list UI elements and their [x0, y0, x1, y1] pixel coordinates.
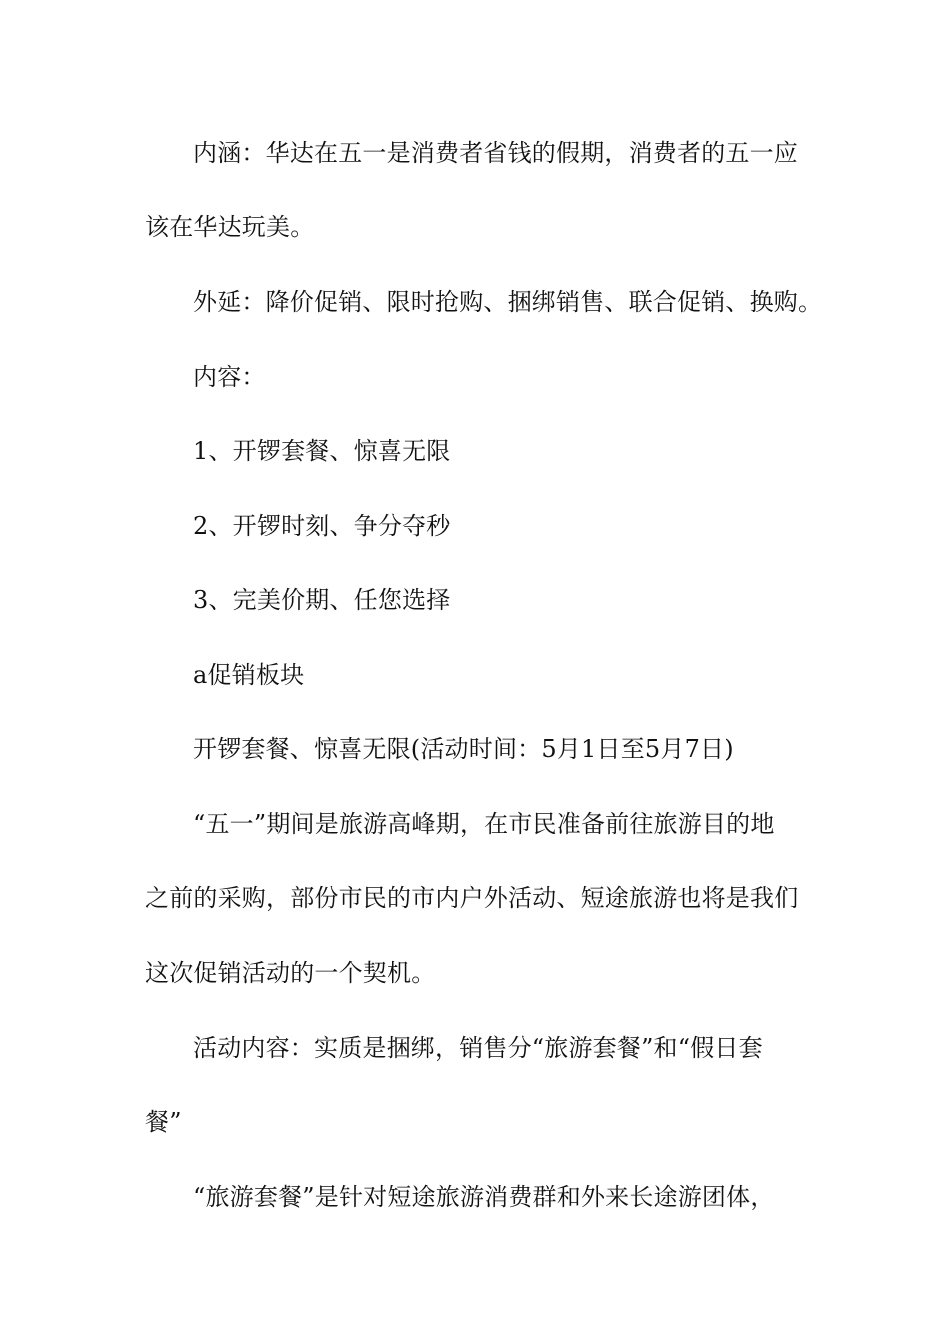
content-item-3: 3、完美价期、任您选择: [193, 586, 451, 614]
activity-title: 开锣套餐、惊喜无限(活动时间：5月1日至5月7日): [193, 735, 734, 763]
content-item-1: 1、开锣套餐、惊喜无限: [193, 437, 451, 465]
paragraph-travel-package-line-1: “旅游套餐”是针对短途旅游消费群和外来长途游团体，: [193, 1183, 775, 1211]
paragraph-connotation-line-1: 内涵：华达在五一是消费者省钱的假期，消费者的五一应: [193, 139, 798, 167]
content-heading: 内容：: [193, 363, 266, 391]
paragraph-mayday-line-2: 之前的采购，部份市民的市内户外活动、短途旅游也将是我们: [145, 884, 799, 912]
paragraph-connotation-line-2: 该在华达玩美。: [145, 213, 315, 241]
paragraph-activity-content-line-2: 餐”: [145, 1108, 182, 1136]
paragraph-activity-content-line-1: 活动内容：实质是捆绑，销售分“旅游套餐”和“假日套: [193, 1034, 763, 1062]
content-item-2: 2、开锣时刻、争分夺秒: [193, 512, 451, 540]
paragraph-mayday-line-1: “五一”期间是旅游高峰期，在市民准备前往旅游目的地: [193, 810, 775, 838]
paragraph-extension: 外延：降价促销、限时抢购、捆绑销售、联合促销、换购。: [193, 288, 823, 316]
section-heading-promotion: a促销板块: [193, 661, 305, 689]
paragraph-mayday-line-3: 这次促销活动的一个契机。: [145, 959, 436, 987]
